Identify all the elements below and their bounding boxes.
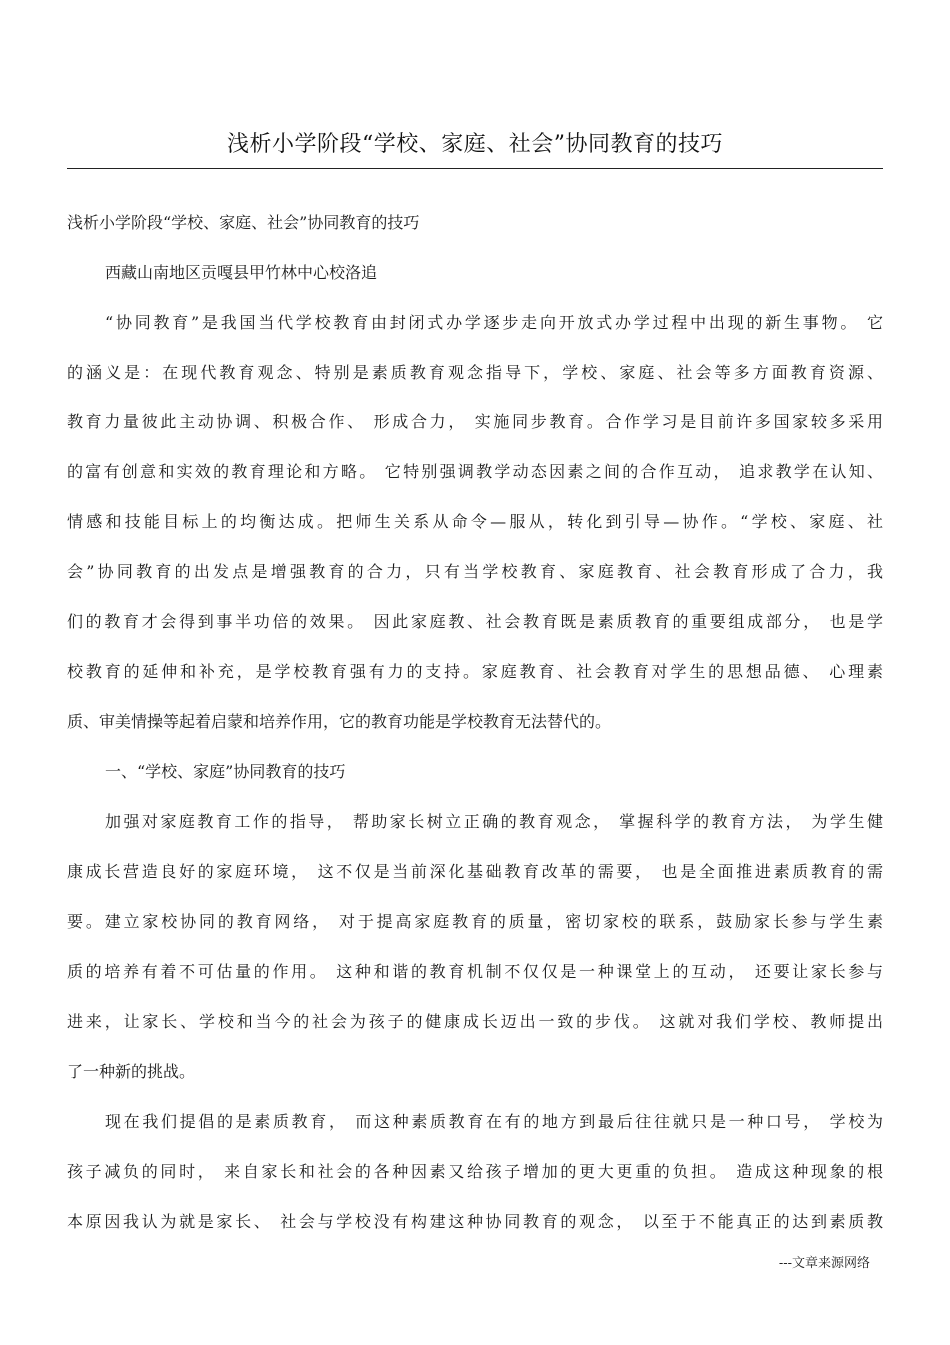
paragraph-line: 校教育的延伸和补充，是学校教育强有力的支持。家庭教育、社会教育对学生的思想品德、 心理素 — [67, 662, 883, 681]
source-note: ---文章来源网络 — [778, 1256, 870, 1271]
paragraph-line: 现在我们提倡的是素质教育， 而这种素质教育在有的地方到最后往往就只是一种口号， 学校为 — [105, 1112, 883, 1131]
article-subtitle: 浅析小学阶段“学校、家庭、社会”协同教育的技巧 — [67, 213, 420, 232]
paragraph-line: 要。建立家校协同的教育网络， 对于提高家庭教育的质量，密切家校的联系，鼓励家长参与学生素 — [67, 912, 883, 931]
paragraph-line: 会”协同教育的出发点是增强教育的合力，只有当学校教育、家庭教育、社会教育形成了合力，我 — [67, 562, 883, 581]
paragraph-line: 进来，让家长、学校和当今的社会为孩子的健康成长迈出一致的步伐。 这就对我们学校、教师提出 — [67, 1012, 883, 1031]
paragraph-line: 本原因我认为就是家长、 社会与学校没有构建这种协同教育的观念， 以至于不能真正的达到素质教 — [67, 1212, 883, 1231]
author-line: 西藏山南地区贡嘎县甲竹林中心校洛追 — [105, 263, 378, 282]
paragraph-line: 了一种新的挑战。 — [67, 1062, 196, 1081]
paragraph-line: 质、审美情操等起着启蒙和培养作用，它的教育功能是学校教育无法替代的。 — [67, 712, 612, 731]
paragraph-line: 的富有创意和实效的教育理论和方略。 它特别强调教学动态因素之间的合作互动， 追求教学在认知、 — [67, 462, 883, 481]
paragraph-line: 康成长营造良好的家庭环境， 这不仅是当前深化基础教育改革的需要， 也是全面推进素质教育的需 — [67, 862, 883, 881]
paragraph-line: 加强对家庭教育工作的指导， 帮助家长树立正确的教育观念， 掌握科学的教育方法， 为学生健 — [105, 812, 883, 831]
paragraph-line: 情感和技能目标上的均衡达成。把师生关系从命令—服从，转化到引导—协作。“学校、家庭、社 — [67, 512, 883, 531]
paragraph-line: “协同教育”是我国当代学校教育由封闭式办学逐步走向开放式办学过程中出现的新生事物。 它 — [105, 313, 883, 332]
title-divider — [67, 168, 883, 169]
paragraph-line: 孩子减负的同时， 来自家长和社会的各种因素又给孩子增加的更大更重的负担。 造成这种现象的根 — [67, 1162, 883, 1181]
paragraph-line: 教育力量彼此主动协调、积极合作、 形成合力， 实施同步教育。合作学习是目前许多国家较多采用 — [67, 412, 883, 431]
section-heading: 一、“学校、家庭”协同教育的技巧 — [105, 762, 346, 781]
paragraph-line: 质的培养有着不可估量的作用。 这种和谐的教育机制不仅仅是一种课堂上的互动， 还要让家长参与 — [67, 962, 883, 981]
paragraph-line: 的涵义是：在现代教育观念、特别是素质教育观念指导下，学校、家庭、社会等多方面教育资源、 — [67, 363, 883, 382]
paragraph-line: 们的教育才会得到事半功倍的效果。 因此家庭教、社会教育既是素质教育的重要组成部分， 也是学 — [67, 612, 883, 631]
page-title: 浅析小学阶段“学校、家庭、社会”协同教育的技巧 — [227, 132, 723, 157]
